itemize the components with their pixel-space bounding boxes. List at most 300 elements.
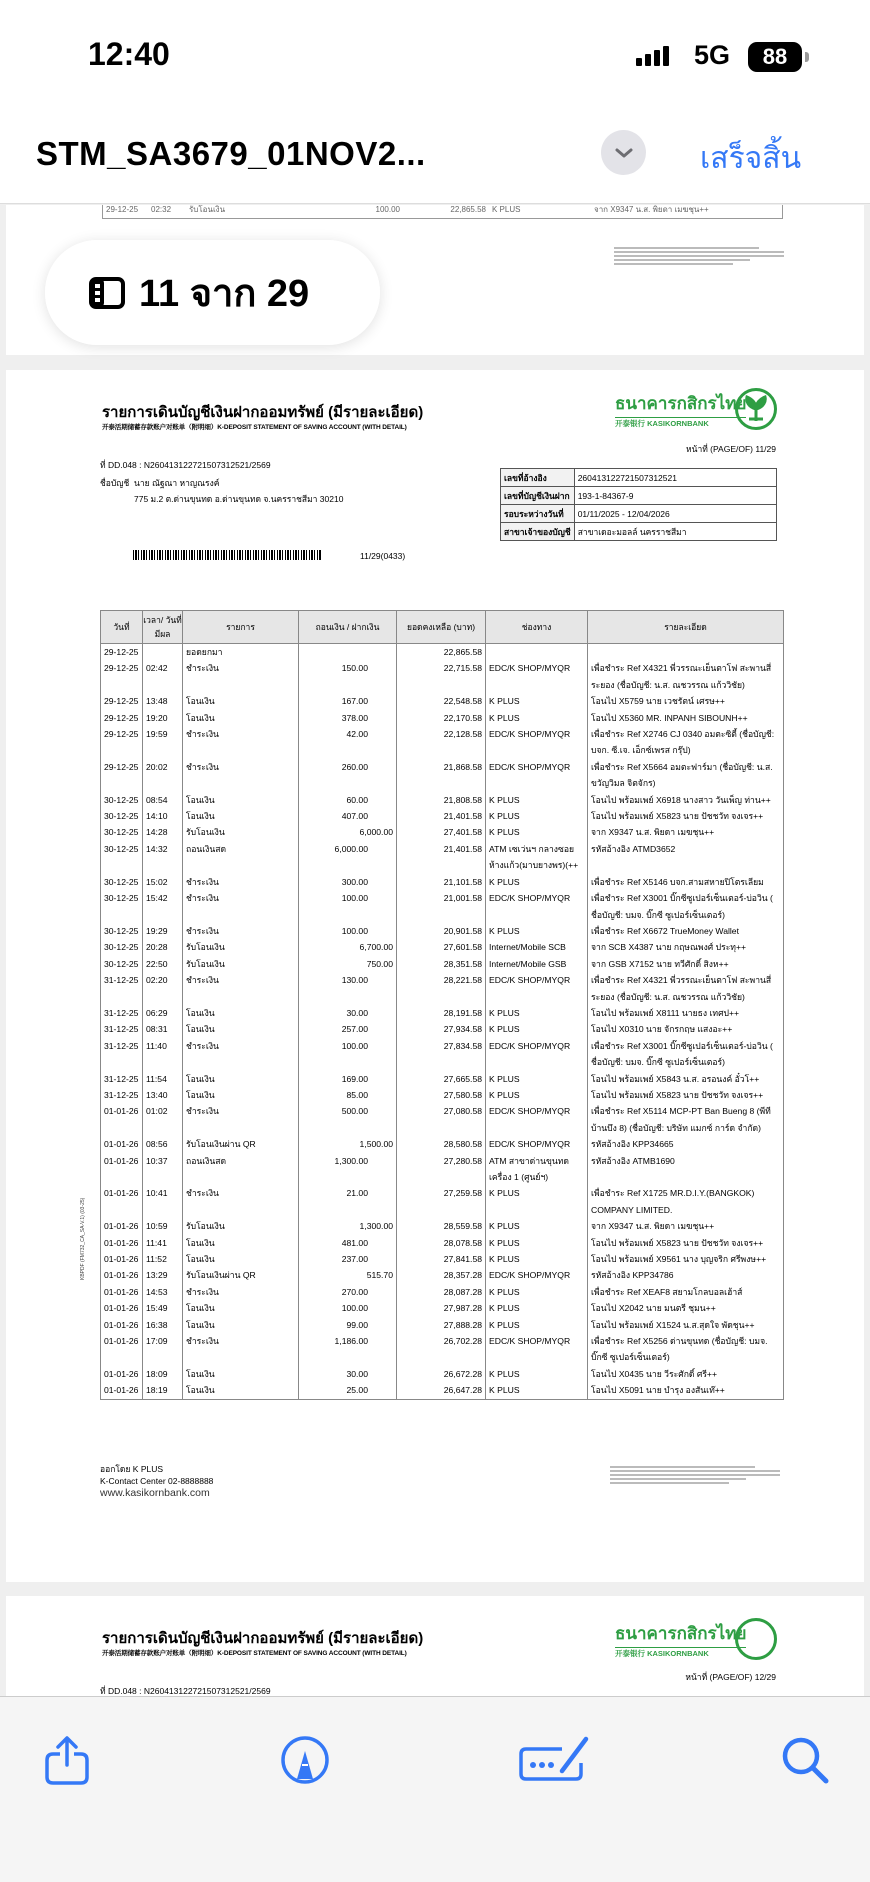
info-row xyxy=(501,523,777,541)
row-date: 29-12-25 xyxy=(106,205,139,214)
row-detail: โอนไป X5360 MR. INPANH SIBOUNH++ xyxy=(588,710,784,726)
contact-center: K-Contact Center 02-8888888 xyxy=(100,1476,214,1486)
row-channel: ATM สาขาด่านขุนทด เครื่อง 1 (ศูนย์ฯ) xyxy=(486,1153,588,1186)
table-row xyxy=(101,1366,784,1382)
form-code: KBPDF (FM732_CA_SA-V.1) (03-25) xyxy=(80,1197,86,1280)
table-row xyxy=(101,1103,784,1136)
row-amount: 260.00 xyxy=(299,759,397,792)
bottom-toolbar xyxy=(0,1696,870,1882)
row-balance: 27,834.58 xyxy=(397,1038,486,1071)
row-time: 19:59 xyxy=(143,726,183,759)
row-date: 01-01-26 xyxy=(101,1218,143,1234)
row-date: 01-01-26 xyxy=(101,1251,143,1267)
row-detail: เพื่อชำระ Ref X6672 TrueMoney Wallet xyxy=(588,923,784,939)
row-time: 10:37 xyxy=(143,1153,183,1186)
row-balance: 21,808.58 xyxy=(397,792,486,808)
row-time: 14:53 xyxy=(143,1284,183,1300)
page-number: หน้าที่ (PAGE/OF) 11/29 xyxy=(686,444,776,454)
row-description: โอนเงิน xyxy=(183,1366,299,1382)
table-row xyxy=(101,1071,784,1087)
statement-footer xyxy=(100,1463,213,1499)
next-page xyxy=(6,1596,864,1696)
row-date: 01-01-26 xyxy=(101,1185,143,1218)
row-amount: 237.00 xyxy=(299,1251,397,1267)
info-row xyxy=(501,487,777,505)
bank-name-th: ธนาคารกสิกรไทย xyxy=(615,1620,746,1648)
row-detail: เพื่อชำระ Ref X2746 CJ 0340 อมตะซิตี้ (ชื่อบัญชี: บจก. ซี.เจ. เอ็กซ์เพรส กรุ๊ป) xyxy=(588,726,784,759)
row-balance: 27,987.28 xyxy=(397,1300,486,1316)
table-row xyxy=(101,693,784,709)
table-row xyxy=(101,1333,784,1366)
info-label: สาขาเจ้าของบัญชี xyxy=(501,523,575,541)
signal-icon xyxy=(636,46,669,66)
row-balance: 27,080.58 xyxy=(397,1103,486,1136)
row-date: 30-12-25 xyxy=(101,841,143,874)
clock: 12:40 xyxy=(88,36,170,72)
row-description: โอนเงิน xyxy=(183,808,299,824)
row-time: 14:32 xyxy=(143,841,183,874)
row-amount: 1,500.00 xyxy=(299,1136,397,1152)
statement-subtitle: 开泰活期储蓄存款账户对账单（附明细）K-DEPOSIT STATEMENT OF SAVING ACCOUNT (WITH DETAIL) xyxy=(102,1650,407,1657)
row-channel: K PLUS xyxy=(486,1300,588,1316)
row-amount xyxy=(299,644,397,661)
row-balance: 27,934.58 xyxy=(397,1021,486,1037)
row-detail: เพื่อชำระ Ref X5114 MCP-PT Ban Bueng 8 (พีที บ้านบึง 8) (ชื่อบัญชี: บริษัท แมกซ์ การ์ด จำกัด) xyxy=(588,1103,784,1136)
row-amount: 6,000.00 xyxy=(299,824,397,840)
row-amount: 407.00 xyxy=(299,808,397,824)
row-channel: K PLUS xyxy=(492,205,521,214)
row-time: 15:49 xyxy=(143,1300,183,1316)
row-amount: 1,186.00 xyxy=(299,1333,397,1366)
account-name-row xyxy=(100,476,219,490)
row-detail: โอนไป X0310 นาย จักรกฤษ แสงอะ++ xyxy=(588,1021,784,1037)
table-row xyxy=(101,792,784,808)
row-time: 11:52 xyxy=(143,1251,183,1267)
document-ref: ที่ DD.048 : N260413122721507312521/2569 xyxy=(100,460,271,470)
row-description: โอนเงิน xyxy=(183,1005,299,1021)
row-balance: 27,665.58 xyxy=(397,1071,486,1087)
row-date: 31-12-25 xyxy=(101,1021,143,1037)
row-balance: 22,128.58 xyxy=(397,726,486,759)
row-amount: 30.00 xyxy=(299,1366,397,1382)
table-row xyxy=(101,874,784,890)
row-description: รับโอนเงินผ่าน QR xyxy=(183,1136,299,1152)
page-number: หน้าที่ (PAGE/OF) 12/29 xyxy=(685,1672,776,1682)
row-description: รับโอนเงิน xyxy=(183,1218,299,1234)
row-date: 29-12-25 xyxy=(101,726,143,759)
status-bar xyxy=(0,0,870,95)
search-icon[interactable] xyxy=(780,1735,830,1785)
row-channel: K PLUS xyxy=(486,792,588,808)
barcode-label: 11/29(0433) xyxy=(360,551,406,561)
row-channel: EDC/K SHOP/MYQR xyxy=(486,726,588,759)
row-date: 01-01-26 xyxy=(101,1235,143,1251)
info-row xyxy=(501,469,777,487)
row-description: โอนเงิน xyxy=(183,1071,299,1087)
row-detail: เพื่อชำระ Ref X3001 บิ๊กซีซูเปอร์เซ็นเตอร์-บ่อวิน ( ชื่อบัญชี: บมจ. บิ๊กซี ซูเปอร์เซ็นเตอร์) xyxy=(588,890,784,923)
table-row xyxy=(101,939,784,955)
row-detail: รหัสอ้างอิง ATMD3652 xyxy=(588,841,784,874)
row-description: ถอนเงินสด xyxy=(183,841,299,874)
table-header-row xyxy=(101,611,784,644)
row-time xyxy=(143,644,183,661)
row-date: 31-12-25 xyxy=(101,1071,143,1087)
row-amount: 257.00 xyxy=(299,1021,397,1037)
row-description: ชำระเงิน xyxy=(183,923,299,939)
row-detail: จาก X9347 น.ส. พิยดา เมฆชุน++ xyxy=(588,824,784,840)
info-label: เลขที่บัญชีเงินฝาก xyxy=(501,487,575,505)
row-detail: โอนไป X2042 นาย มนตรี ชุมน++ xyxy=(588,1300,784,1316)
row-balance: 22,865.58 xyxy=(397,644,486,661)
row-balance: 22,170.58 xyxy=(397,710,486,726)
row-date: 30-12-25 xyxy=(101,939,143,955)
row-date: 01-01-26 xyxy=(101,1366,143,1382)
row-channel: K PLUS xyxy=(486,1366,588,1382)
table-row xyxy=(101,956,784,972)
row-date: 01-01-26 xyxy=(101,1317,143,1333)
table-row xyxy=(101,759,784,792)
page-indicator-text: 11 จาก 29 xyxy=(139,273,310,315)
transactions-table xyxy=(100,610,784,1400)
row-detail: โอนไป พร้อมเพย์ X5823 นาย ปัชชวัท จงเจร++ xyxy=(588,1087,784,1103)
row-date: 29-12-25 xyxy=(101,693,143,709)
row-time: 20:02 xyxy=(143,759,183,792)
row-channel: Internet/Mobile SCB xyxy=(486,939,588,955)
row-amount: 1,300.00 xyxy=(299,1218,397,1234)
row-balance: 27,888.28 xyxy=(397,1317,486,1333)
row-date: 30-12-25 xyxy=(101,808,143,824)
row-description: ชำระเงิน xyxy=(183,1333,299,1366)
row-date: 30-12-25 xyxy=(101,923,143,939)
row-amount: 500.00 xyxy=(299,1103,397,1136)
row-balance: 22,715.58 xyxy=(397,660,486,693)
row-balance: 21,101.58 xyxy=(397,874,486,890)
fill-sign-icon[interactable] xyxy=(518,1735,592,1785)
row-amount: 1,300.00 xyxy=(299,1153,397,1186)
row-balance: 21,001.58 xyxy=(397,890,486,923)
table-row xyxy=(101,1235,784,1251)
row-detail: รหัสอ้างอิง KPP34665 xyxy=(588,1136,784,1152)
table-row xyxy=(101,1251,784,1267)
table-row xyxy=(101,841,784,874)
row-description: โอนเงิน xyxy=(183,1300,299,1316)
row-amount: 515.70 xyxy=(299,1267,397,1283)
row-amount: 21.00 xyxy=(299,1185,397,1218)
document-ref: ที่ DD.048 : N260413122721507312521/2569 xyxy=(100,1686,271,1696)
row-date: 31-12-25 xyxy=(101,1005,143,1021)
row-date: 29-12-25 xyxy=(101,660,143,693)
markup-icon[interactable] xyxy=(280,1735,330,1785)
row-channel xyxy=(486,644,588,661)
table-row xyxy=(101,1021,784,1037)
row-channel: EDC/K SHOP/MYQR xyxy=(486,1038,588,1071)
share-icon[interactable] xyxy=(42,1735,92,1785)
row-detail: จาก GSB X7152 นาย ทวีศักดิ์ สิงห++ xyxy=(588,956,784,972)
row-time: 02:20 xyxy=(143,972,183,1005)
row-amount: 99.00 xyxy=(299,1317,397,1333)
row-amount: 6,700.00 xyxy=(299,939,397,955)
column-header-amount: ถอนเงิน / ฝากเงิน xyxy=(299,611,397,644)
info-value: 193-1-84367-9 xyxy=(574,487,776,505)
table-row xyxy=(101,726,784,759)
row-description: รับโอนเงิน xyxy=(183,956,299,972)
row-date: 30-12-25 xyxy=(101,874,143,890)
row-channel: K PLUS xyxy=(486,1021,588,1037)
row-time: 10:41 xyxy=(143,1185,183,1218)
row-date: 01-01-26 xyxy=(101,1333,143,1366)
row-time: 15:42 xyxy=(143,890,183,923)
row-channel: EDC/K SHOP/MYQR xyxy=(486,1267,588,1283)
row-description: โอนเงิน xyxy=(183,1021,299,1037)
table-row xyxy=(101,1038,784,1071)
info-label: รอบระหว่างวันที่ xyxy=(501,505,575,523)
page-indicator[interactable] xyxy=(45,240,380,345)
row-date: 31-12-25 xyxy=(101,1038,143,1071)
row-channel: Internet/Mobile GSB xyxy=(486,956,588,972)
network-type: 5G xyxy=(694,40,731,70)
row-channel: K PLUS xyxy=(486,1005,588,1021)
account-name: นาย ณัฐณา หาญณรงค์ xyxy=(134,478,220,488)
row-channel: K PLUS xyxy=(486,874,588,890)
row-detail: เพื่อชำระ Ref X1725 MR.D.I.Y.(BANGKOK) COMPANY LIMITED. xyxy=(588,1185,784,1218)
row-time: 11:54 xyxy=(143,1071,183,1087)
row-date: 01-01-26 xyxy=(101,1267,143,1283)
row-channel: K PLUS xyxy=(486,824,588,840)
row-amount: 30.00 xyxy=(299,1005,397,1021)
row-time: 08:31 xyxy=(143,1021,183,1037)
row-amount: 169.00 xyxy=(299,1071,397,1087)
row-detail: จาก X9347 น.ส. พิยดา เมฆชุน++ xyxy=(594,205,709,214)
row-description: โอนเงิน xyxy=(183,710,299,726)
row-channel: K PLUS xyxy=(486,1087,588,1103)
row-date: 29-12-25 xyxy=(101,644,143,661)
row-channel: K PLUS xyxy=(486,1382,588,1399)
row-balance: 27,601.58 xyxy=(397,939,486,955)
row-description: ชำระเงิน xyxy=(183,1185,299,1218)
row-balance: 27,259.58 xyxy=(397,1185,486,1218)
row-amount: 270.00 xyxy=(299,1284,397,1300)
row-time: 17:09 xyxy=(143,1333,183,1366)
info-value: 260413122721507312521 xyxy=(574,469,776,487)
row-channel: EDC/K SHOP/MYQR xyxy=(486,1333,588,1366)
row-channel: EDC/K SHOP/MYQR xyxy=(486,1136,588,1152)
row-balance: 26,702.28 xyxy=(397,1333,486,1366)
column-header-channel: ช่องทาง xyxy=(486,611,588,644)
row-balance: 28,191.58 xyxy=(397,1005,486,1021)
row-balance: 27,580.58 xyxy=(397,1087,486,1103)
table-row xyxy=(101,1153,784,1186)
row-description: ชำระเงิน xyxy=(183,874,299,890)
column-header-balance: ยอดคงเหลือ (บาท) xyxy=(397,611,486,644)
row-date: 31-12-25 xyxy=(101,972,143,1005)
table-row xyxy=(101,1087,784,1103)
row-detail: เพื่อชำระ Ref X4321 พี่วรรณะเย็นตาโฟ สะพานสี่ ระยอง (ชื่อบัญชี: น.ส. ณชวรรณ แก้ววิชัย) xyxy=(588,972,784,1005)
row-time: 14:10 xyxy=(143,808,183,824)
row-detail: เพื่อชำระ Ref X5256 ด่านขุนทด (ชื่อบัญชี: บมจ. บิ๊กซี ซูเปอร์เซ็นเตอร์) xyxy=(588,1333,784,1366)
account-info-table xyxy=(500,468,777,541)
row-amount: 481.00 xyxy=(299,1235,397,1251)
row-time: 10:59 xyxy=(143,1218,183,1234)
row-amount: 60.00 xyxy=(299,792,397,808)
row-amount: 42.00 xyxy=(299,726,397,759)
sidebar-thumbnails-icon xyxy=(89,277,125,309)
row-balance: 28,221.58 xyxy=(397,972,486,1005)
row-description: ชำระเงิน xyxy=(183,1103,299,1136)
row-channel: EDC/K SHOP/MYQR xyxy=(486,1103,588,1136)
row-detail: รหัสอ้างอิง ATMB1690 xyxy=(588,1153,784,1186)
row-channel: EDC/K SHOP/MYQR xyxy=(486,972,588,1005)
row-amount: 100.00 xyxy=(299,923,397,939)
row-date: 30-12-25 xyxy=(101,956,143,972)
row-channel: K PLUS xyxy=(486,923,588,939)
row-date: 31-12-25 xyxy=(101,1087,143,1103)
bank-address-fineprint xyxy=(614,245,784,267)
row-channel: K PLUS xyxy=(486,1235,588,1251)
row-amount: 750.00 xyxy=(299,956,397,972)
row-channel: ATM เซเว่นฯ กลางซอยห้างแก้ว(มาบยางพร)(++ xyxy=(486,841,588,874)
row-description: ชำระเงิน xyxy=(183,660,299,693)
row-description: ถอนเงินสด xyxy=(183,1153,299,1186)
row-description: โอนเงิน xyxy=(183,1235,299,1251)
row-balance: 27,841.58 xyxy=(397,1251,486,1267)
row-detail: โอนไป X0435 นาย วีระศักดิ์ ศรี++ xyxy=(588,1366,784,1382)
row-time: 01:02 xyxy=(143,1103,183,1136)
row-amount: 300.00 xyxy=(299,874,397,890)
row-time: 22:50 xyxy=(143,956,183,972)
row-time: 15:02 xyxy=(143,874,183,890)
row-detail xyxy=(588,644,784,661)
row-amount: 100.00 xyxy=(299,890,397,923)
row-time: 14:28 xyxy=(143,824,183,840)
row-description: ชำระเงิน xyxy=(183,972,299,1005)
row-amount: 25.00 xyxy=(299,1382,397,1399)
row-detail: โอนไป พร้อมเพย์ X5843 น.ส. อรอนงค์ อั๋วโ++ xyxy=(588,1071,784,1087)
prev-page-last-row xyxy=(102,205,783,219)
transactions-body xyxy=(101,644,784,1400)
table-row xyxy=(101,644,784,661)
statement-subtitle: 开泰活期储蓄存款账户对账单（附明细）K-DEPOSIT STATEMENT OF SAVING ACCOUNT (WITH DETAIL) xyxy=(102,424,407,431)
row-time: 18:09 xyxy=(143,1366,183,1382)
row-desc: รับโอนเงิน xyxy=(189,205,226,214)
table-row xyxy=(101,1267,784,1283)
row-balance: 20,901.58 xyxy=(397,923,486,939)
row-time: 11:41 xyxy=(143,1235,183,1251)
row-time: 16:38 xyxy=(143,1317,183,1333)
row-time: 11:40 xyxy=(143,1038,183,1071)
row-date: 01-01-26 xyxy=(101,1382,143,1399)
bank-name-th: ธนาคารกสิกรไทย xyxy=(615,390,746,418)
table-row xyxy=(101,660,784,693)
row-time: 19:29 xyxy=(143,923,183,939)
row-amount: 6,000.00 xyxy=(299,841,397,874)
row-description: ชำระเงิน xyxy=(183,759,299,792)
row-time: 02:32 xyxy=(151,205,172,214)
row-detail: จาก SCB X4387 นาย กฤษณพงศ์ ประทุ++ xyxy=(588,939,784,955)
row-amount: 150.00 xyxy=(299,660,397,693)
column-header-date: วันที่ xyxy=(101,611,143,644)
row-detail: โอนไป X5091 นาย บำรุง องสันเท๊++ xyxy=(588,1382,784,1399)
row-time: 08:56 xyxy=(143,1136,183,1152)
nav-bar xyxy=(0,95,870,204)
battery-icon: 88 xyxy=(748,42,802,72)
table-row xyxy=(101,890,784,923)
barcode xyxy=(133,550,321,560)
row-amount: 100.00 xyxy=(299,1038,397,1071)
row-detail: โอนไป X5759 นาย เวชรัตน์ เศรษ++ xyxy=(588,693,784,709)
row-detail: เพื่อชำระ Ref X5664 อมตะฟาร์มา (ชื่อบัญชี: น.ส. ขวัญวิมล จิตจักร) xyxy=(588,759,784,792)
table-row xyxy=(101,1382,784,1399)
row-date: 01-01-26 xyxy=(101,1103,143,1136)
row-channel: EDC/K SHOP/MYQR xyxy=(486,759,588,792)
row-channel: K PLUS xyxy=(486,808,588,824)
row-time: 19:20 xyxy=(143,710,183,726)
table-row xyxy=(101,972,784,1005)
bank-website: www.kasikornbank.com xyxy=(100,1487,210,1499)
row-description: รับโอนเงิน xyxy=(183,939,299,955)
row-description: โอนเงิน xyxy=(183,792,299,808)
battery-tip xyxy=(805,52,809,62)
row-balance: 28,078.58 xyxy=(397,1235,486,1251)
table-row xyxy=(101,1218,784,1234)
table-row xyxy=(101,1317,784,1333)
row-balance: 21,868.58 xyxy=(397,759,486,792)
row-detail: โอนไป พร้อมเพย์ X1524 น.ส.สุดใจ พัดชุน++ xyxy=(588,1317,784,1333)
row-description: รับโอนเงิน xyxy=(183,824,299,840)
table-row xyxy=(101,710,784,726)
row-balance: 21,401.58 xyxy=(397,808,486,824)
row-detail: โอนไป พร้อมเพย์ X8111 นายธง เทศป++ xyxy=(588,1005,784,1021)
row-channel: K PLUS xyxy=(486,1251,588,1267)
row-detail: จาก X9347 น.ส. พิยดา เมฆชุน++ xyxy=(588,1218,784,1234)
row-channel: K PLUS xyxy=(486,1218,588,1234)
row-detail: โอนไป พร้อมเพย์ X5823 นาย ปัชชวัท จงเจร++ xyxy=(588,808,784,824)
document-title: STM_SA3679_01NOV2... xyxy=(36,135,426,172)
row-date: 30-12-25 xyxy=(101,824,143,840)
row-detail: เพื่อชำระ Ref X5146 บจก.สามสหายปิโตรเลียม xyxy=(588,874,784,890)
bank-name-en: 开泰银行 KASIKORNBANK xyxy=(615,1649,709,1658)
row-date: 01-01-26 xyxy=(101,1284,143,1300)
row-detail: เพื่อชำระ Ref X4321 พี่วรรณะเย็นตาโฟ สะพานสี่ ระยอง (ชื่อบัญชี: น.ส. ณชวรรณ แก้ววิชัย) xyxy=(588,660,784,693)
row-channel: K PLUS xyxy=(486,1317,588,1333)
row-description: ชำระเงิน xyxy=(183,890,299,923)
bank-logo xyxy=(615,1620,746,1659)
row-date: 30-12-25 xyxy=(101,890,143,923)
row-balance: 27,401.58 xyxy=(397,824,486,840)
account-name-label: ชื่อบัญชี xyxy=(100,478,130,488)
statement-page xyxy=(6,370,864,1582)
statement-title: รายการเดินบัญชีเงินฝากออมทรัพย์ (มีรายละเอียด) xyxy=(102,404,424,421)
row-balance: 27,280.58 xyxy=(397,1153,486,1186)
done-button[interactable]: เสร็จสิ้น xyxy=(700,142,802,175)
row-date: 29-12-25 xyxy=(101,710,143,726)
row-channel: EDC/K SHOP/MYQR xyxy=(486,890,588,923)
title-menu-button[interactable] xyxy=(601,130,646,175)
table-row xyxy=(101,1284,784,1300)
bank-logo xyxy=(615,390,746,429)
row-detail: โอนไป พร้อมเพย์ X6918 นางสาว วันเพ็ญ ท่าน++ xyxy=(588,792,784,808)
row-detail: รหัสอ้างอิง KPP34786 xyxy=(588,1267,784,1283)
row-channel: K PLUS xyxy=(486,1284,588,1300)
row-detail: โอนไป พร้อมเพย์ X5823 นาย ปัชชวัท จงเจร++ xyxy=(588,1235,784,1251)
row-time: 13:40 xyxy=(143,1087,183,1103)
row-description: ชำระเงิน xyxy=(183,1038,299,1071)
row-time: 08:54 xyxy=(143,792,183,808)
table-row xyxy=(101,923,784,939)
row-time: 13:29 xyxy=(143,1267,183,1283)
bank-address-fineprint xyxy=(610,1464,780,1486)
row-balance: 28,357.28 xyxy=(397,1267,486,1283)
row-balance: 22,865.58 xyxy=(450,205,486,214)
